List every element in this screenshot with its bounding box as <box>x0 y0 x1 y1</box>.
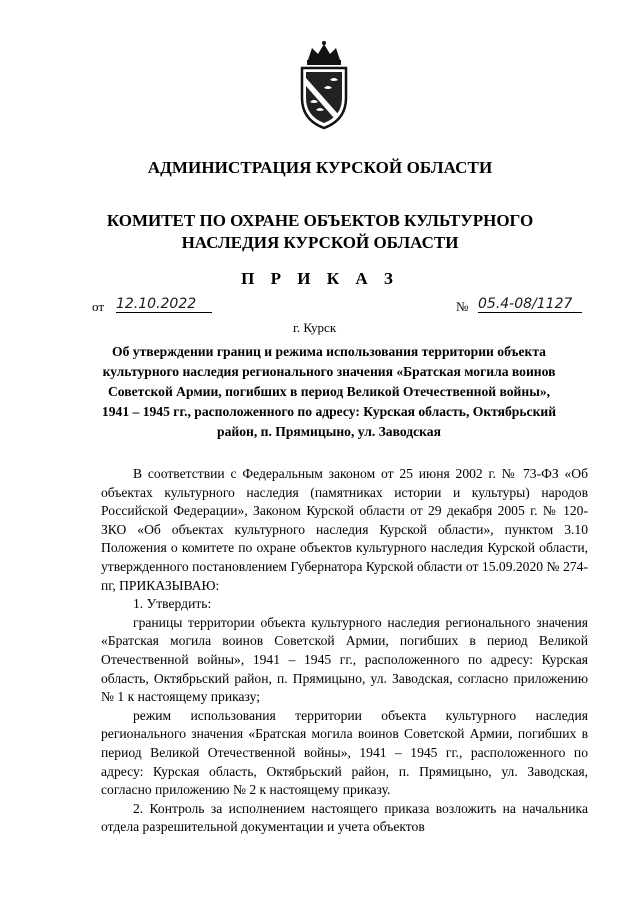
coat-of-arms-emblem <box>294 40 354 132</box>
order-date-handwritten: 12.10.2022 <box>116 296 212 313</box>
body-paragraph: 1. Утвердить: <box>133 596 212 612</box>
order-subject: Об утверждении границ и режима использования территории объекта культурного наследия регионального значения «Братская могила воинов Советской Армии, погибших в период Великой Отечественной войны», 1941 – 1945 гг., расположенного по адресу: Курская область, Октябрьский район, п. Прямицыно, ул. Заводская <box>101 344 557 439</box>
administration-title: АДМИНИСТРАЦИЯ КУРСКОЙ ОБЛАСТИ <box>147 158 493 177</box>
body-paragraph: границы территории объекта культурного наследия регионального значения «Братская могила воинов Советской Армии, погибших в период Великой Отечественной войны», 1941 – 1945 гг., расположенного по адресу: Курская область, Октябрьский район, п. Прямицыно, ул. Заводская, согласно приложению № 1 к настоящему приказу; <box>101 614 588 705</box>
committee-title: КОМИТЕТ ПО ОХРАНЕ ОБЪЕКТОВ КУЛЬТУРНОГО НАСЛЕДИЯ КУРСКОЙ ОБЛАСТИ <box>106 211 534 252</box>
order-title: П Р И К А З <box>241 269 399 288</box>
body-paragraph: режим использования территории объекта культурного наследия регионального значения «Братская могила воинов Советской Армии, погибших в период Великой Отечественной войны», 1941 – 1945 гг., расположенного по адресу: Курская область, Октябрьский район, п. Прямицыно, ул. Заводская, согласно приложению № 2 к настоящему приказу. <box>101 707 588 798</box>
city-label: г. Курск <box>293 320 337 335</box>
body-paragraph: В соответствии с Федеральным законом от 25 июня 2002 г. № 73-ФЗ «Об объектах культурного наследия (памятниках истории и культуры) народов Российской Федерации», Законом Курской области от 29 декабря 2005 г. № 120-ЗКО «Об объектах культурного наследия Курской области», пунктом 3.10 Положения о комитете по охране объектов культурного наследия Курской области, утвержденного постановлением Губернатора Курской области от 15.09.2020 № 274-пг, ПРИКАЗЫВАЮ: <box>101 466 588 593</box>
date-prefix: от <box>92 299 105 314</box>
number-prefix: № <box>456 299 469 314</box>
order-number-handwritten: 05.4-08/1127 <box>478 296 582 313</box>
body-paragraph: 2. Контроль за исполнением настоящего приказа возложить на начальника отдела разрешительной документации и учета объектов <box>101 800 588 835</box>
order-body <box>101 465 588 837</box>
